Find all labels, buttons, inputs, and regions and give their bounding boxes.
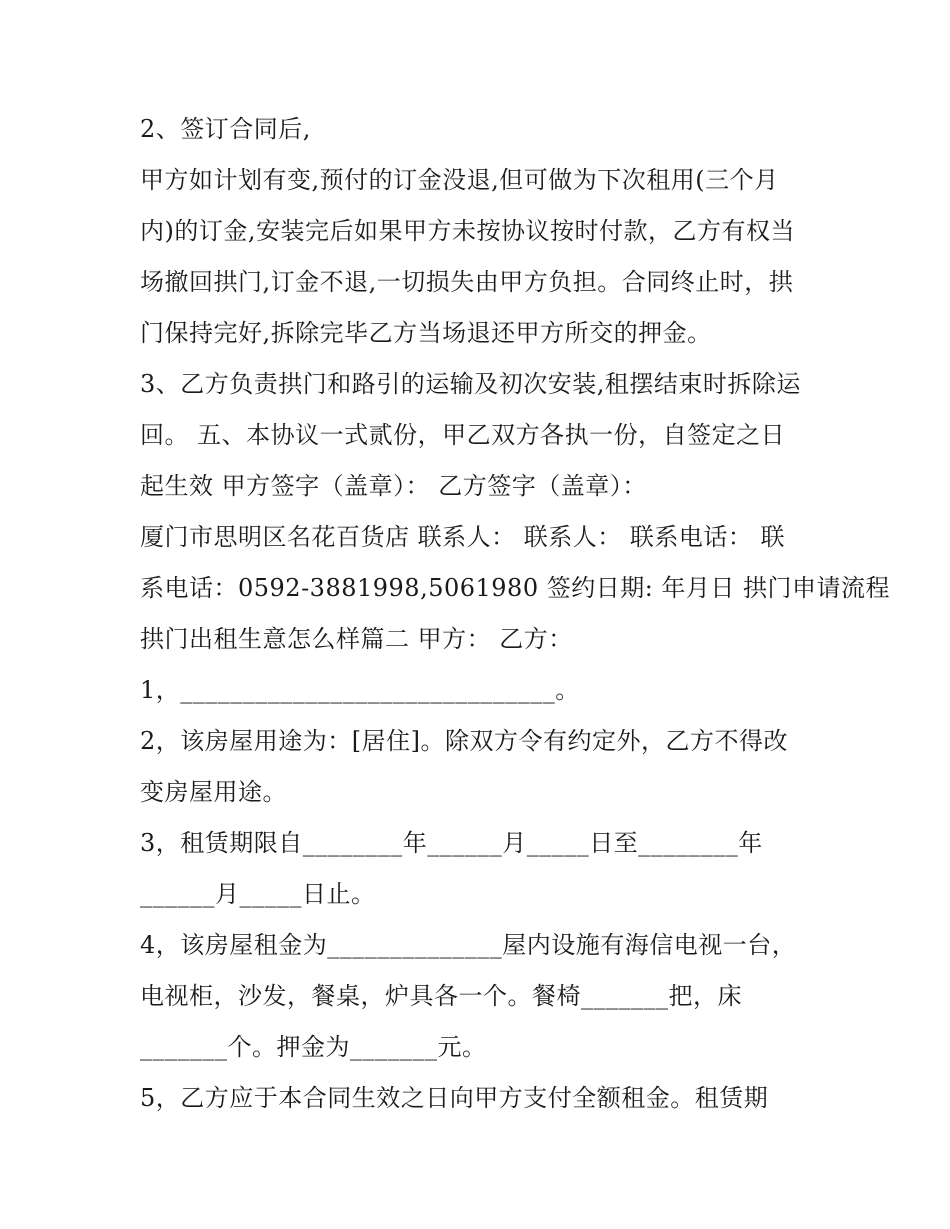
text-line: 拱门出租生意怎么样篇二 甲方： 乙方： — [140, 625, 573, 653]
text-line: 起生效 甲方签字（盖章）： 乙方签字（盖章）： — [140, 472, 647, 500]
text-line: 1，______________________________。 — [140, 676, 580, 704]
text-line: 甲方如计划有变,预付的订金没退,但可做为下次租用(三个月 — [140, 166, 779, 194]
text-line: 系电话：0592-3881998,5061980 签约日期: 年月日 拱门申请流程 — [140, 574, 891, 602]
text-line: 变房屋用途。 — [140, 778, 287, 806]
text-line: _______个。押金为_______元。 — [140, 1033, 487, 1061]
text-line: 场撤回拱门,订金不退,一切损失由甲方负担。合同终止时，拱 — [140, 268, 794, 296]
text-line: 3，租赁期限自________年______月_____日至________年 — [140, 829, 763, 857]
text-line: 回。 五、本协议一式贰份，甲乙双方各执一份，自签定之日 — [140, 421, 786, 449]
text-line: 5，乙方应于本合同生效之日向甲方支付全额租金。租赁期 — [140, 1084, 769, 1112]
text-line: 2，该房屋用途为：[居住]。除双方令有约定外，乙方不得改 — [140, 727, 788, 755]
text-line: 厦门市思明区名花百货店 联系人： 联系人： 联系电话： 联 — [140, 523, 786, 551]
text-line: ______月_____日止。 — [140, 880, 376, 908]
text-line: 3、乙方负责拱门和路引的运输及初次安装,租摆结束时拆除运 — [140, 370, 801, 398]
text-line: 2、签订合同后, — [140, 115, 311, 143]
text-line: 内)的订金,安装完后如果甲方未按协议按时付款，乙方有权当 — [140, 217, 795, 245]
text-line: 门保持完好,拆除完毕乙方当场退还甲方所交的押金。 — [140, 319, 712, 347]
document-body — [140, 104, 891, 1124]
text-line: 4，该房屋租金为______________屋内设施有海信电视一台， — [140, 931, 797, 959]
text-line: 电视柜，沙发，餐桌，炉具各一个。餐椅_______把，床 — [140, 982, 742, 1010]
